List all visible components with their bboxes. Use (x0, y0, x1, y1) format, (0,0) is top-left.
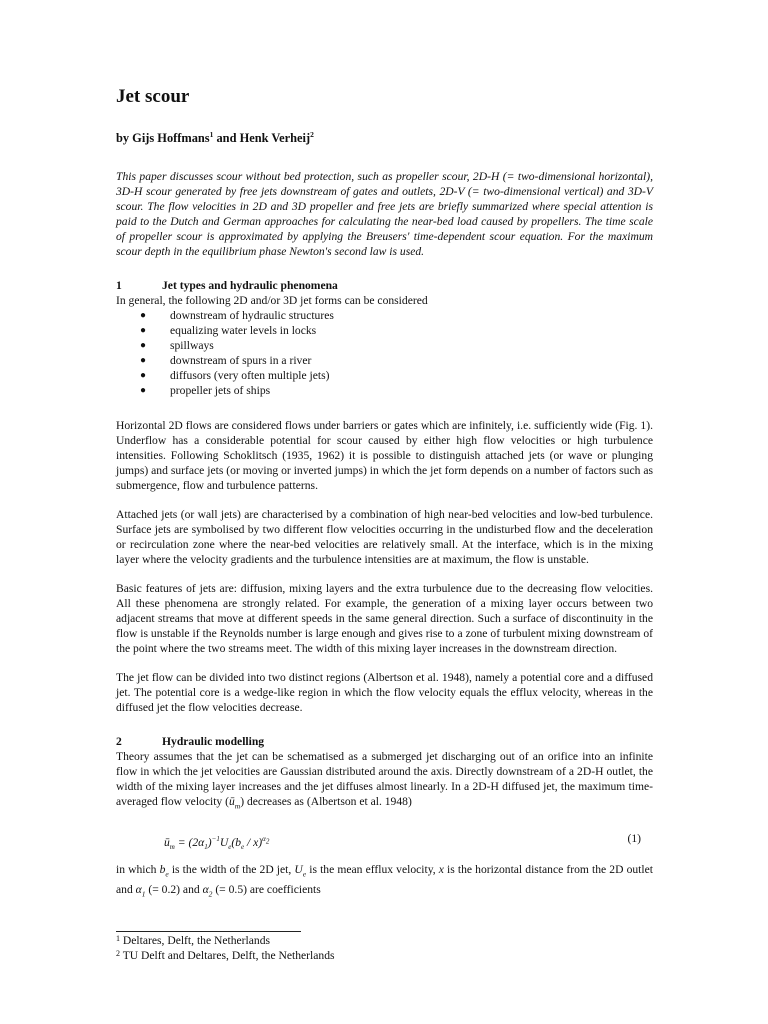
author-line (116, 127, 653, 146)
symbol-subscript: 2 (208, 888, 213, 898)
section-number: 2 (116, 735, 122, 748)
symbol (294, 863, 307, 879)
paragraph: The jet flow can be divided into two distinct regions (Albertson et al. 1948), namely a potential core and a diffused jet. The potential core is a wedge-like region in which the flow velocity equals the efflux velocity, whereas in the diffused jet the flow velocities decrease. (116, 671, 653, 714)
bullet-icon: ● (139, 310, 147, 321)
eq-part: (b (231, 836, 241, 850)
symbol-subscript: e (165, 869, 169, 879)
symbol (203, 883, 213, 896)
symbol-text: α (202, 882, 209, 896)
paragraph-text: (= 0.5) are coefficients (212, 882, 321, 896)
author-2-footnote-mark: 2 (310, 130, 314, 139)
footnote-text: TU Delft and Deltares, Delft, the Netherlands (120, 948, 335, 962)
bullet-icon: ● (139, 325, 147, 336)
symbol-text: b (159, 863, 166, 877)
eq-part: e (241, 843, 245, 852)
symbol-subscript: 1 (141, 888, 146, 898)
paragraph-text: is the horizontal distance from the 2D outlet and (116, 863, 653, 896)
list-item-text: equalizing water levels in locks (170, 324, 317, 337)
abstract: This paper discusses scour without bed protection, such as propeller scour, 2D-H (= two-dimensional horizontal), 3D-H scour generated by free jets downstream of gates and outlets, 2D-V (= two-dimensional vertical) and 3D-V scour. The flow velocities in 2D and 3D propeller and free jets are briefly summarized where special attention is paid to the Dutch and German approaches for calculating the near-bed load caused by propellers. The time scale of propeller scour is approximated by applying the Breusers' time-dependent scour equation. For the maximum scour depth in the equilibrium phase Newton's second law is used. (116, 170, 653, 258)
symbol (136, 883, 146, 896)
eq-part: 2 (265, 837, 270, 846)
section-2-heading (116, 734, 653, 749)
section-title: Jet types and hydraulic phenomena (162, 279, 338, 292)
symbol-text: ū (229, 795, 235, 808)
section-number: 1 (116, 279, 122, 292)
eq-part: ) (207, 836, 212, 850)
eq-part: e (228, 843, 232, 852)
paragraph: Basic features of jets are: diffusion, mixing layers and the extra turbulence due to the decreasing flow velocities. All these phenomena are strongly related. For example, the generation of a mixing layer occurs between two adjacent streams that move at different speeds in the same general direction. Such a surface of discontinuity in the flow is unstable if the Reynolds number is large enough and gives rise to a zone of turbulent mixing downstream of the point where the two streams meet. The width of this mixing layer increases in the downstream direction. (116, 582, 653, 655)
list-item-text: propeller jets of ships (170, 384, 271, 397)
page-content (116, 86, 653, 962)
footnote-2 (116, 947, 653, 962)
eq-exponent (262, 835, 270, 846)
eq-part: −1 (211, 835, 220, 844)
eq-part: / x) (244, 836, 263, 850)
paragraph-text: ) decreases as (Albertson et al. 1948) (240, 795, 412, 808)
eq-part: m (169, 843, 175, 852)
section-1-heading (116, 278, 653, 293)
list-item (116, 308, 653, 323)
section-2-paragraph (116, 749, 653, 813)
bullet-icon: ● (139, 385, 147, 396)
equation-formula (164, 824, 269, 862)
list-item (116, 383, 653, 398)
list-item-text: downstream of spurs in a river (170, 354, 312, 367)
list-item-text: downstream of hydraulic structures (170, 309, 334, 322)
paragraph: Horizontal 2D flows are considered flows under barriers or gates which are infinitely, i.e. sufficiently wide (Fig. 1). Underflow has a considerable potential for scour caused by either high flow velocities or high turbulence intensities. Following Schoklitsch (1935, 1962) it is possible to distinguish attached jets (or wave or plunging jumps) and surface jets (or moving or inverted jumps) in which the jet form depends on a number of factors such as submergence, flow and turbulence patterns. (116, 419, 653, 492)
eq-part: = (2α (174, 836, 205, 850)
footnote-1 (116, 932, 653, 947)
paragraph-text: (= 0.2) and (145, 882, 203, 896)
section-title: Hydraulic modelling (162, 735, 265, 748)
paragraph-text: is the width of the 2D jet, (168, 863, 295, 877)
author-1-footnote-mark: 1 (209, 130, 214, 139)
section-1-intro: In general, the following 2D and/or 3D jet forms can be considered (116, 294, 428, 307)
equation-1 (116, 824, 653, 854)
paragraph-text: in which (116, 863, 160, 877)
eq-part: 1 (204, 843, 208, 852)
symbol-subscript: e (302, 869, 307, 879)
bullet-icon: ● (139, 340, 147, 351)
list-item (116, 323, 653, 338)
list-item-text: diffusors (very often multiple jets) (170, 369, 330, 382)
author-2: and Henk Verheij (213, 131, 311, 145)
bullet-icon: ● (139, 355, 147, 366)
paragraph-text: Theory assumes that the jet can be schematised as a submerged jet discharging out of an orifice into an infinite flow in which the jet velocities are Gaussian distributed around the axis. Directly downstream of a 2D-H outlet, the width of the mixing layer increases and the jet diffuses almost linearly. In a 2D-H diffused jet, the maximum time-averaged flow velocity ( (116, 750, 653, 808)
list-item (116, 368, 653, 383)
symbol: x (438, 863, 444, 877)
list-item (116, 353, 653, 368)
symbol (159, 863, 169, 879)
equation-number: (1) (627, 832, 641, 846)
footnote-mark: 2 (116, 948, 120, 958)
symbol-text: U (294, 863, 303, 877)
footnote-mark: 1 (116, 933, 120, 943)
eq-part: ū (164, 836, 170, 850)
footnote-text: Deltares, Delft, the Netherlands (120, 933, 271, 947)
symbol-text: α (135, 882, 142, 896)
list-item-text: spillways (170, 339, 214, 352)
paragraph-text: is the mean efflux velocity, (306, 863, 439, 877)
eq-part: U (219, 836, 229, 850)
list-item (116, 338, 653, 353)
author-1: by Gijs Hoffmans (116, 131, 210, 145)
symbol-subscript: m (234, 801, 241, 811)
eq-part: α (262, 835, 266, 844)
symbol-um (229, 795, 241, 811)
paragraph: Attached jets (or wall jets) are characterised by a combination of high near-bed velocities and low-bed turbulence. Surface jets are symbolised by two different flow velocities occurring in the undisturbed flow and the deceleration or recirculation zone where the near-bed velocities are relatively small. At the interface, which is in the mixing layer where the velocity gradients and the turbulence intensities are at maximum, the flow is unstable. (116, 508, 653, 566)
section-2-paragraph-b (116, 862, 653, 901)
jet-forms-list (116, 308, 653, 398)
paper-title: Jet scour (116, 86, 190, 107)
bullet-icon: ● (139, 370, 147, 381)
